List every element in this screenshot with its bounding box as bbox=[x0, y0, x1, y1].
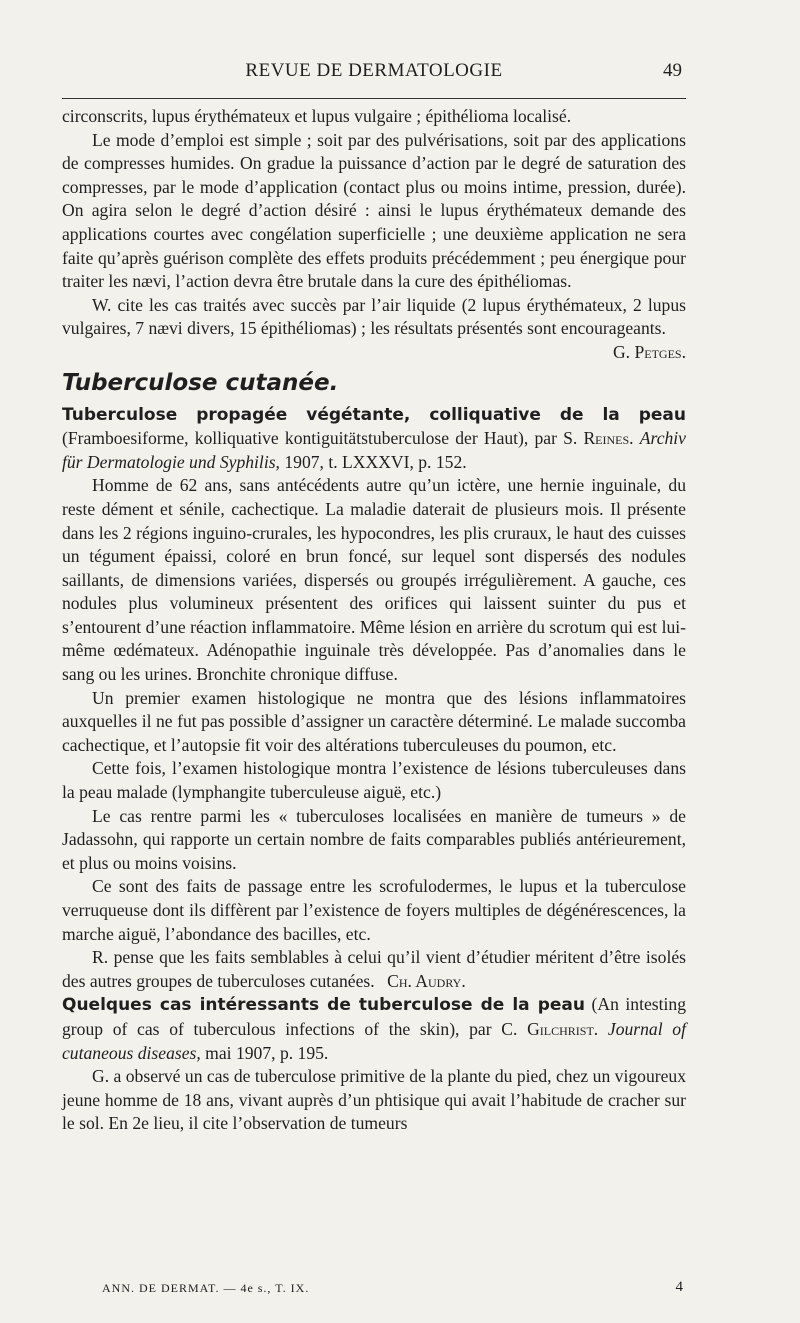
article-subtitle: (An intesting group of cas of tuberculous infections of the skin), par C. bbox=[62, 994, 686, 1039]
paragraph-text: R. pense que les faits semblables à celui qu’il vient d’étudier méritent d’être isolés des autres groupes de tuberculoses cutanées. bbox=[62, 947, 686, 991]
paragraph-signed bbox=[62, 294, 686, 365]
article-journal: Archiv für Dermatologie und Syphilis, bbox=[62, 428, 686, 472]
paragraph: G. a observé un cas de tuberculose primitive de la plante du pied, chez un vigoureux jeune homme de 18 ans, vivant auprès d’un phtisique qui avait l’habitude de cracher sur le sol. En 2e lieu, il cite l’observation de tumeurs bbox=[62, 1066, 686, 1134]
article-reference: mai 1907, p. 195. bbox=[200, 1042, 329, 1063]
paragraph: Le cas rentre parmi les « tuberculoses localisées en manière de tumeurs » de Jadassohn, qui rapporte un certain nombre de faits comparables publiés antérieurement, et plus ou moins voisins. bbox=[62, 805, 686, 873]
signature: Ch. Audry. bbox=[387, 970, 466, 991]
running-title: REVUE DE DERMATOLOGIE bbox=[245, 60, 503, 81]
article-heading bbox=[62, 403, 686, 475]
paragraph: Un premier examen histologique ne montra que des lésions inflammatoires auxquelles il ne fut pas possible d’assigner un caractère déterminé. Le malade succomba cachectique, et l’autopsie fit voir des altérations tuberculeuses du poumon, etc. bbox=[62, 687, 686, 755]
paragraph: Cette fois, l’examen histologique montra l’existence de lésions tuberculeuses dans la peau malade (lymphangite tuberculeuse aiguë, etc.) bbox=[62, 758, 686, 803]
page-header bbox=[62, 60, 686, 90]
signature: G. Petges. bbox=[612, 341, 686, 362]
paragraph: Homme de 62 ans, sans antécédents autre qu’un ictère, une hernie inguinale, du reste dément et sénile, cachectique. La maladie daterait de plusieurs mois. Il présente dans les 2 régions inguino-crurales, les hypocondres, les plis cruraux, le haut des cuisses un tégument épaissi, coloré en brun foncé, sur lequel sont dispersés des nodules saillants, de dimensions variées, dispersés ou groupés irrégulièrement. A gauche, ces nodules plus volumineux présentent des orifices qui laissent suinter du pus et s’entourent d’une réaction inflammatoire. Même lésion en arrière du scrotum qui est lui-même œdémateux. Adénopathie inguinale très développée. Pas d’anomalies dans le sang ou les urines. Bronchite chronique diffuse. bbox=[62, 475, 686, 685]
page-footer bbox=[62, 1281, 686, 1301]
paragraph: Ce sont des faits de passage entre les scrofulodermes, le lupus et la tuberculose verruqueuse dont ils diffèrent par l’existence de foyers multiples de dégénérescences, la marche aiguë, l’abondance des bacilles, etc. bbox=[62, 876, 686, 944]
article-author: Gilchrist. bbox=[527, 1018, 599, 1039]
article-journal: Journal of cutaneous diseases, bbox=[62, 1018, 686, 1063]
paragraph-signed bbox=[62, 946, 686, 993]
section-heading: Tuberculose cutanée. bbox=[62, 369, 339, 396]
article-subtitle: (Framboesiforme, kolliquative kontiguitätstuberculose der Haut), par S. bbox=[62, 428, 584, 449]
paragraph: circonscrits, lupus érythémateux et lupus vulgaire ; épithélioma localisé. bbox=[62, 106, 572, 126]
article-title: Quelques cas intéressants de tuberculose de la peau bbox=[62, 995, 585, 1016]
page-body bbox=[62, 105, 686, 1136]
article-heading bbox=[62, 993, 686, 1065]
header-rule bbox=[62, 98, 686, 99]
page-number: 49 bbox=[663, 60, 682, 81]
footer-sheet-number: 4 bbox=[675, 1279, 684, 1295]
footer-signature-mark: ANN. DE DERMAT. — 4e s., T. IX. bbox=[102, 1281, 310, 1295]
paragraph-text: W. cite les cas traités avec succès par l’air liquide (2 lupus érythémateux, 2 lupus vulgaires, 7 nævi divers, 15 épithéliomas) ; les résultats présentés sont encourageants. bbox=[62, 294, 686, 339]
article-author: Reines. bbox=[583, 428, 634, 449]
paragraph: Le mode d’emploi est simple ; soit par des pulvérisations, soit par des applications de compresses humides. On gradue la puissance d’action par le degré de saturation des compresses, par le mode d’application (contact plus ou moins intime, pression, durée). On agira selon le degré d’action désiré : ainsi le lupus érythémateux demande des applications courtes avec congélation superficielle ; une deuxième application ne sera faite qu’après guérison complète des effets produits précédemment ; peu énergique pour traiter les nævi, l’action devra être brutale dans la cure des épithéliomas. bbox=[62, 129, 686, 292]
article-reference: 1907, t. LXXXVI, p. 152. bbox=[279, 451, 467, 472]
article-title: Tuberculose propagée végétante, colliquative de la peau bbox=[62, 404, 686, 425]
